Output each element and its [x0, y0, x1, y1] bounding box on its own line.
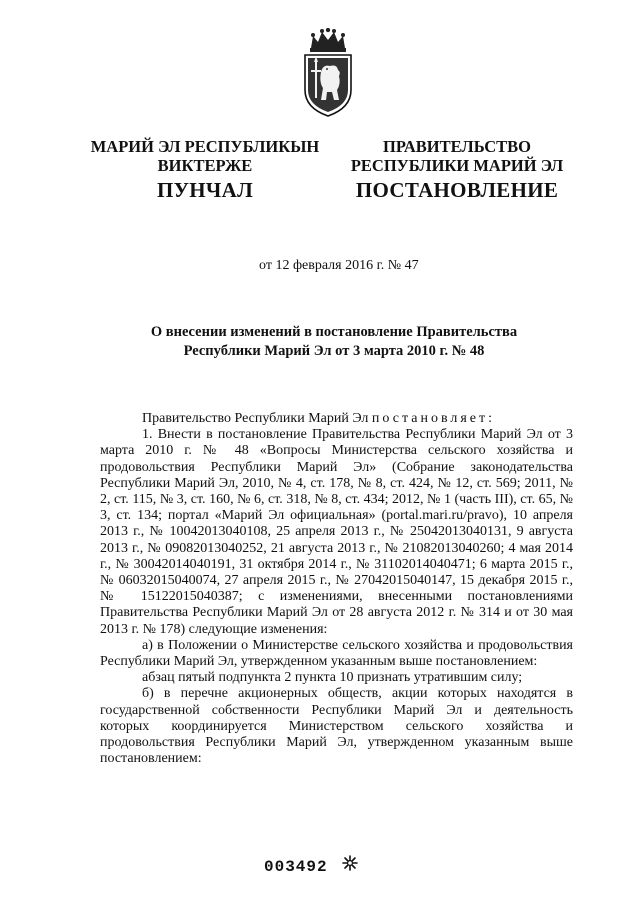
intro-lead: Правительство Республики Марий Эл — [142, 411, 369, 426]
header-right-line1: ПРАВИТЕЛЬСТВО — [383, 137, 531, 156]
header-left-authority — [80, 137, 330, 175]
document-body — [100, 411, 573, 767]
document-title — [90, 323, 578, 361]
header-right-line2: РЕСПУБЛИКИ МАРИЙ ЭЛ — [350, 156, 564, 175]
title-line1: О внесении изменений в постановление Правительства — [150, 324, 518, 340]
number-label: № — [387, 258, 402, 273]
document-date-line — [259, 258, 419, 274]
document-date: 12 февраля 2016 г. — [275, 258, 385, 273]
title-line2: Республики Марий Эл от 3 марта 2010 г. № 48 — [183, 343, 485, 359]
date-prefix: от — [259, 258, 272, 273]
asterisk-mark-icon — [342, 855, 358, 871]
intro-verb: постановляет: — [371, 411, 496, 426]
paragraph-1: 1. Внести в постановление Правительства Республики Марий Эл от 3 марта 2010 г. № 48 «Вопросы Министерства сельского хозяйства и продовольствия Республики Марий Эл» (Собрание законодательства Республики Марий Эл, 2010, № 4, ст. 178, № 8, ст. 424, № 12, ст. 569; 2011, № 2, ст. 115, № 3, ст. 160, № 6, ст. 318, № 8, ст. 434; 2012, № 1 (часть III), ст. 65, № 3, ст. 134; портал «Марий Эл официальная» (portal.mari.ru/pravo), 10 апреля 2013 г., № 10042013040108, 25 апреля 2013 г., № 25042013040131, 9 августа 2013 г., № 09082013040252, 21 августа 2013 г., № 21082013040260; 4 мая 2014 г., № 30042014040191, 31 октября 2014 г., № 31102014040471; 6 марта 2015 г., № 06032015040074, 27 апреля 2015 г., № 27042015040147, 15 декабря 2015 г., № 15122015040387; с изменениями, внесенными постановлениями Правительства Республики Марий Эл от 28 августа 2012 г. № 314 и от 30 мая 2013 г. № 178) следующие изменения: — [100, 427, 573, 637]
form-serial-number: 003492 — [264, 858, 328, 876]
header-left-doc-type: ПУНЧАЛ — [156, 178, 254, 202]
intro-paragraph — [100, 411, 573, 427]
header-right-authority — [348, 137, 566, 175]
header-left-line1: МАРИЙ ЭЛ РЕСПУБЛИКЫН — [90, 137, 320, 156]
coat-of-arms-emblem — [297, 28, 359, 120]
document-number: 47 — [404, 258, 419, 273]
paragraph-a: а) в Положении о Министерстве сельского хозяйства и продовольствия Республики Марий Эл, утвержденном указанным выше постановлением: — [100, 637, 573, 670]
header-right-doc-type: ПОСТАНОВЛЕНИЕ — [355, 178, 559, 202]
paragraph-b: б) в перечне акционерных обществ, акции которых находятся в государственной собственности Республики Марий Эл и деятельность которых координируется Министерством сельского хозяйства и продовольствия Республики Марий Эл, утвержденном указанным выше постановлением: — [100, 686, 573, 767]
header-left-line2: ВИКТЕРЖЕ — [157, 156, 253, 175]
paragraph-a-item: абзац пятый подпункта 2 пункта 10 признать утратившим силу; — [142, 670, 523, 686]
